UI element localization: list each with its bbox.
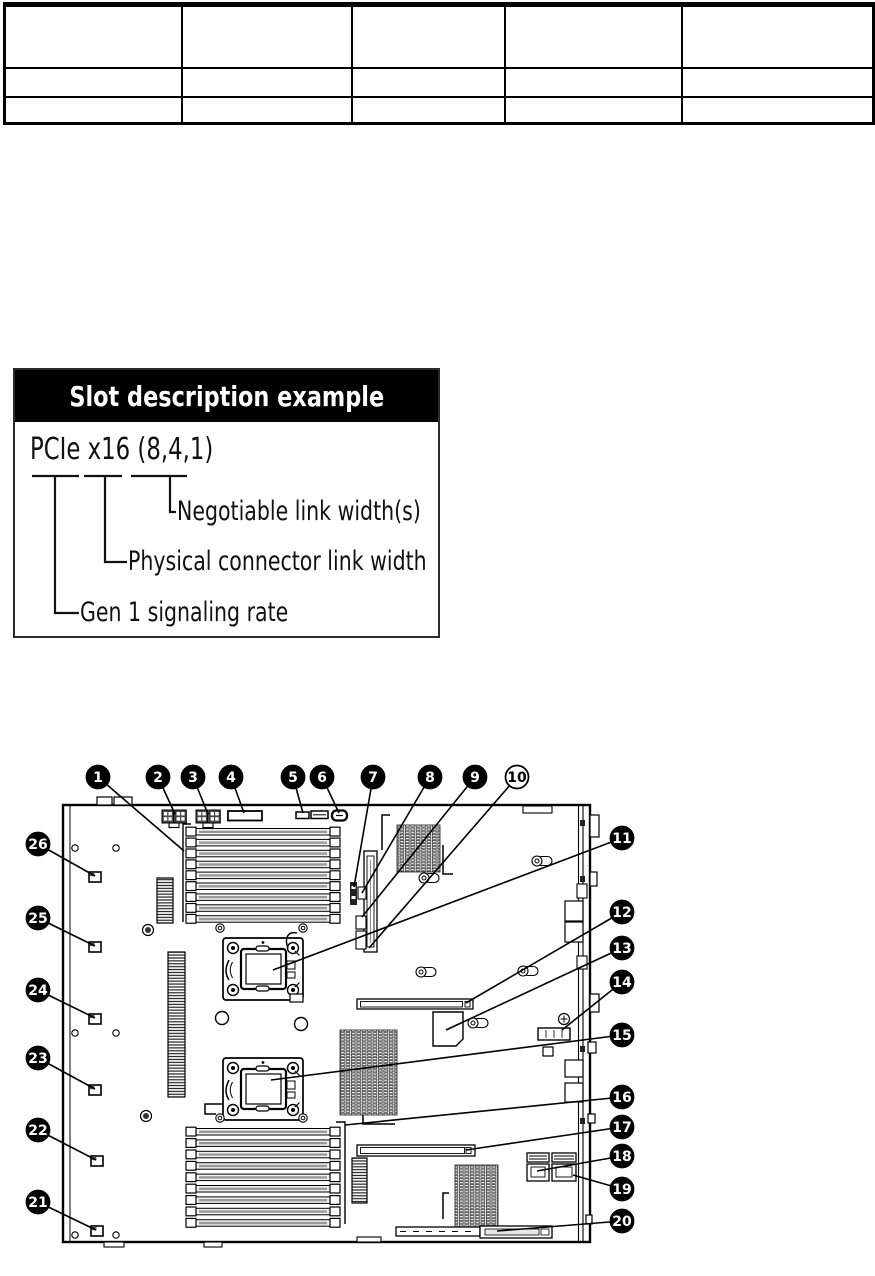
vrm-strip-top [157, 878, 173, 923]
callout-number: 25 [28, 911, 48, 927]
connector-4 [228, 811, 262, 821]
slot-label-negotiable-link-width: Negotiable link width(s) [177, 496, 421, 527]
heatsink-bottom-right [455, 1165, 498, 1227]
cpu-socket-1 [223, 933, 303, 1000]
vrm-strip-tall [168, 952, 185, 1097]
slot-label-gen1-signaling-rate: Gen 1 signaling rate [80, 597, 289, 628]
callout-number: 8 [425, 770, 435, 786]
callout-number: 2 [153, 770, 163, 786]
callout-number: 9 [470, 770, 480, 786]
callout-number: 13 [612, 941, 632, 957]
slot-code-text: PCIe x16 (8,4,1) [30, 432, 214, 467]
callout-number: 23 [28, 1051, 48, 1067]
callout-number: 19 [612, 1182, 632, 1198]
callout-number: 4 [226, 770, 236, 786]
connectors-18-19 [527, 1153, 576, 1181]
callout-number: 3 [188, 770, 198, 786]
pcie-slot-bottom [357, 1145, 475, 1156]
callout-number: 16 [612, 1090, 632, 1106]
sata-connector-5 [296, 811, 328, 819]
callout-number: 24 [28, 983, 48, 999]
callout-number: 11 [612, 831, 632, 847]
pcie-slot-mid [357, 999, 473, 1009]
figure-title: Slot description example [69, 379, 384, 413]
heatsink-mid [340, 1030, 397, 1115]
callout-number: 15 [612, 1028, 632, 1044]
callout-number: 17 [612, 1120, 632, 1136]
callout-number: 1 [93, 770, 103, 786]
callout-number: 26 [28, 837, 48, 853]
callout-number: 5 [288, 770, 298, 786]
callout-number: 10 [507, 770, 527, 786]
connector-6 [332, 811, 347, 821]
callout-number: 12 [612, 905, 632, 921]
vrm-strip-bottom [352, 1158, 367, 1203]
callout-number: 14 [612, 975, 632, 991]
callout-number: 7 [368, 770, 378, 786]
callout-number: 20 [612, 1214, 632, 1230]
callout-number: 22 [28, 1123, 48, 1139]
callout-number: 21 [28, 1195, 48, 1211]
slot-label-physical-connector-link-width: Physical connector link width [128, 546, 427, 577]
callout-number: 18 [612, 1149, 632, 1165]
callout-number: 6 [317, 770, 327, 786]
